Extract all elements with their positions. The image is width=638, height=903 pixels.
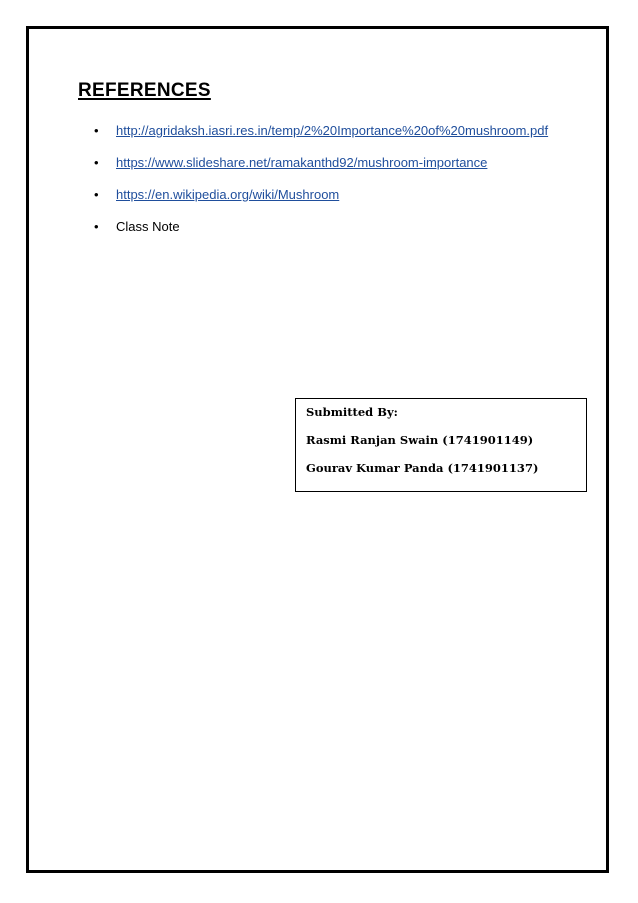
submitted-by-label: Submitted By: [306, 405, 398, 419]
list-item [94, 216, 564, 238]
bullet-icon: • [94, 219, 99, 234]
author-name: Gourav Kumar Panda (1741901137) [306, 461, 539, 475]
submitted-by-box [295, 398, 587, 492]
list-item [94, 184, 564, 206]
reference-list [94, 120, 564, 248]
bullet-icon: • [94, 123, 99, 138]
list-item [94, 120, 564, 142]
bullet-icon: • [94, 155, 99, 170]
author-name: Rasmi Ranjan Swain (1741901149) [306, 433, 534, 447]
list-item [94, 152, 564, 174]
reference-link-wikipedia[interactable]: https://en.wikipedia.org/wiki/Mushroom [116, 187, 340, 202]
page-title: REFERENCES [78, 80, 211, 101]
reference-text-class-note: Class Note [116, 219, 180, 234]
reference-link-agridaksh[interactable]: http://agridaksh.iasri.res.in/temp/2%20Importance%20of%20mushroom.pdf [116, 123, 549, 138]
bullet-icon: • [94, 187, 99, 202]
reference-link-slideshare[interactable]: https://www.slideshare.net/ramakanthd92/mushroom-importance [116, 155, 488, 170]
